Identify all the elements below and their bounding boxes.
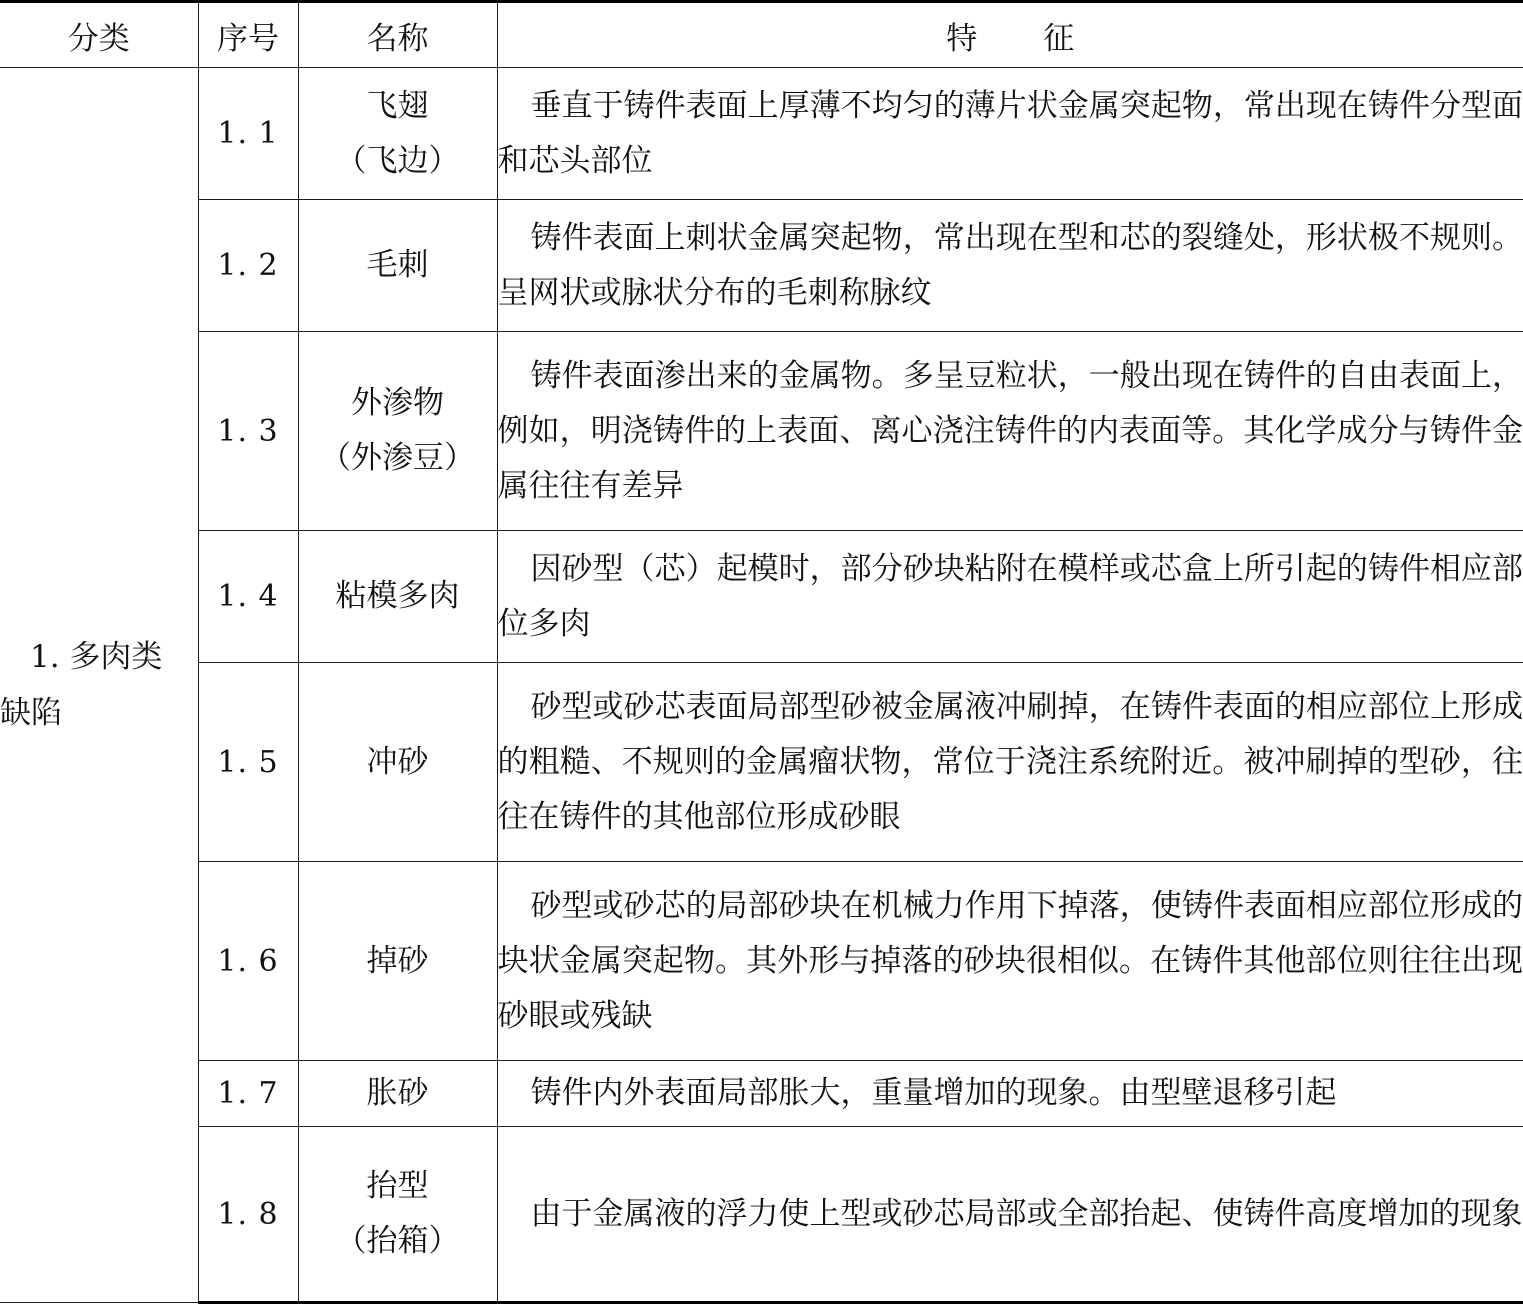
category-label-line1: 1. 多肉类 (30, 639, 163, 675)
row-name (298, 68, 497, 200)
row-desc-text: 铸件表面上刺状金属突起物，常出现在型和芯的裂缝处，形状极不规则。呈网状或脉状分布的毛刺称脉纹 (497, 219, 1523, 311)
row-name-line2: （抬箱） (335, 1223, 460, 1259)
row-name (298, 1061, 497, 1127)
category-cell (0, 68, 198, 1303)
row-desc-text: 垂直于铸件表面上厚薄不均匀的薄片状金属突起物，常出现在铸件分型面和芯头部位 (497, 87, 1523, 179)
row-desc-text: 因砂型（芯）起模时，部分砂块粘附在模样或芯盒上所引起的铸件相应部位多肉 (497, 550, 1523, 642)
table-row (0, 862, 1523, 1061)
header-feature-part2: 征 (1043, 20, 1075, 57)
category-label-line2: 缺陷 (0, 695, 62, 731)
row-name-line1: 外渗物 (351, 385, 444, 421)
row-desc (497, 1127, 1523, 1303)
table-row (0, 332, 1523, 531)
row-seq: 1. 4 (198, 531, 298, 663)
row-seq: 1. 3 (198, 332, 298, 531)
row-desc-text: 砂型或砂芯的局部砂块在机械力作用下掉落，使铸件表面相应部位形成的块状金属突起物。其外形与掉落的砂块很相似。在铸件其他部位则往往出现砂眼或残缺 (497, 887, 1523, 1034)
header-category: 分类 (0, 2, 198, 68)
header-feature-part1: 特 (946, 20, 978, 57)
row-desc-text: 铸件内外表面局部胀大，重量增加的现象。由型壁退移引起 (530, 1075, 1337, 1111)
row-desc (497, 862, 1523, 1061)
row-name-line1: 掉砂 (366, 942, 429, 979)
row-name-line1: 冲砂 (366, 743, 429, 780)
row-name (298, 531, 497, 663)
row-name-line2: （飞边） (335, 142, 460, 179)
table-row (0, 1127, 1523, 1303)
table-row (0, 663, 1523, 862)
row-desc (497, 200, 1523, 332)
row-desc (497, 1061, 1523, 1127)
row-name-line2: （外渗豆） (320, 440, 475, 476)
table-header-row (0, 2, 1523, 68)
row-seq: 1. 8 (198, 1127, 298, 1303)
table-row (0, 68, 1523, 200)
row-desc-text: 铸件表面渗出来的金属物。多呈豆粒状，一般出现在铸件的自由表面上，例如，明浇铸件的上表面、离心浇注铸件的内表面等。其化学成分与铸件金属往往有差异 (497, 357, 1523, 504)
row-seq: 1. 1 (198, 68, 298, 200)
row-desc-text: 砂型或砂芯表面局部型砂被金属液冲刷掉，在铸件表面的相应部位上形成的粗糙、不规则的金属瘤状物，常位于浇注系统附近。被冲刷掉的型砂，往往在铸件的其他部位形成砂眼 (497, 688, 1523, 835)
row-name (298, 200, 497, 332)
table-row (0, 200, 1523, 332)
header-seq: 序号 (198, 2, 298, 68)
row-desc-text: 由于金属液的浮力使上型或砂芯局部或全部抬起、使铸件高度增加的现象 (530, 1195, 1523, 1232)
row-name (298, 1127, 497, 1303)
row-desc (497, 332, 1523, 531)
row-name (298, 663, 497, 862)
row-desc (497, 531, 1523, 663)
row-name-line1: 胀砂 (366, 1075, 429, 1111)
row-desc (497, 663, 1523, 862)
row-name (298, 332, 497, 531)
row-seq: 1. 2 (198, 200, 298, 332)
row-name-line1: 抬型 (366, 1168, 429, 1204)
row-name-line1: 粘模多肉 (335, 578, 460, 614)
header-feature (497, 2, 1523, 68)
row-name-line1: 毛刺 (366, 247, 429, 283)
row-desc (497, 68, 1523, 200)
table-row (0, 1061, 1523, 1127)
header-name: 名称 (298, 2, 497, 68)
table-row (0, 531, 1523, 663)
row-seq: 1. 5 (198, 663, 298, 862)
row-seq: 1. 7 (198, 1061, 298, 1127)
row-name (298, 862, 497, 1061)
row-name-line1: 飞翅 (366, 87, 429, 124)
row-seq: 1. 6 (198, 862, 298, 1061)
